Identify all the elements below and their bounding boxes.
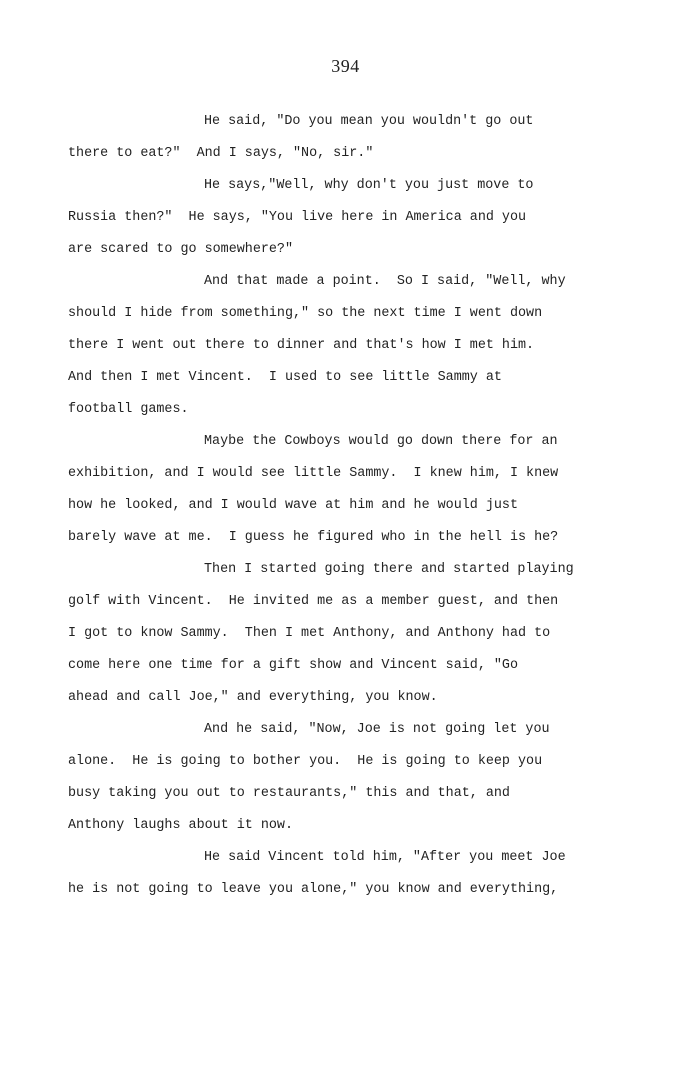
text-line: should I hide from something," so the next time I went down xyxy=(68,306,543,321)
text-line: He said Vincent told him, "After you meet Joe xyxy=(204,850,566,865)
text-line: there I went out there to dinner and that's how I met him. xyxy=(68,338,535,353)
text-line: alone. He is going to bother you. He is going to keep you xyxy=(68,754,543,769)
text-line: come here one time for a gift show and Vincent said, "Go xyxy=(68,658,518,673)
page-number: 394 xyxy=(331,56,360,76)
text-line: Russia then?" He says, "You live here in America and you xyxy=(68,210,527,225)
text-line: golf with Vincent. He invited me as a member guest, and then xyxy=(68,594,559,609)
text-line: Anthony laughs about it now. xyxy=(68,818,293,833)
text-line: Maybe the Cowboys would go down there for an xyxy=(204,434,558,449)
text-line: And he said, "Now, Joe is not going let you xyxy=(204,722,550,737)
text-line: football games. xyxy=(68,402,189,417)
text-line: He says,"Well, why don't you just move to xyxy=(204,178,534,193)
text-line: busy taking you out to restaurants," this and that, and xyxy=(68,786,510,801)
text-line: there to eat?" And I says, "No, sir." xyxy=(68,146,374,161)
text-line: Then I started going there and started playing xyxy=(204,562,574,577)
text-line: ahead and call Joe," and everything, you know. xyxy=(68,690,438,705)
text-line: He said, "Do you mean you wouldn't go out xyxy=(204,114,534,129)
text-line: exhibition, and I would see little Sammy. I knew him, I knew xyxy=(68,466,559,481)
text-line: he is not going to leave you alone," you know and everything, xyxy=(68,882,559,897)
text-line: I got to know Sammy. Then I met Anthony, and Anthony had to xyxy=(68,626,551,641)
text-line: And then I met Vincent. I used to see little Sammy at xyxy=(68,370,502,385)
text-line: barely wave at me. I guess he figured who in the hell is he? xyxy=(68,530,559,545)
text-line: are scared to go somewhere?" xyxy=(68,242,293,257)
text-line: And that made a point. So I said, "Well, why xyxy=(204,274,566,289)
text-line: how he looked, and I would wave at him and he would just xyxy=(68,498,518,513)
